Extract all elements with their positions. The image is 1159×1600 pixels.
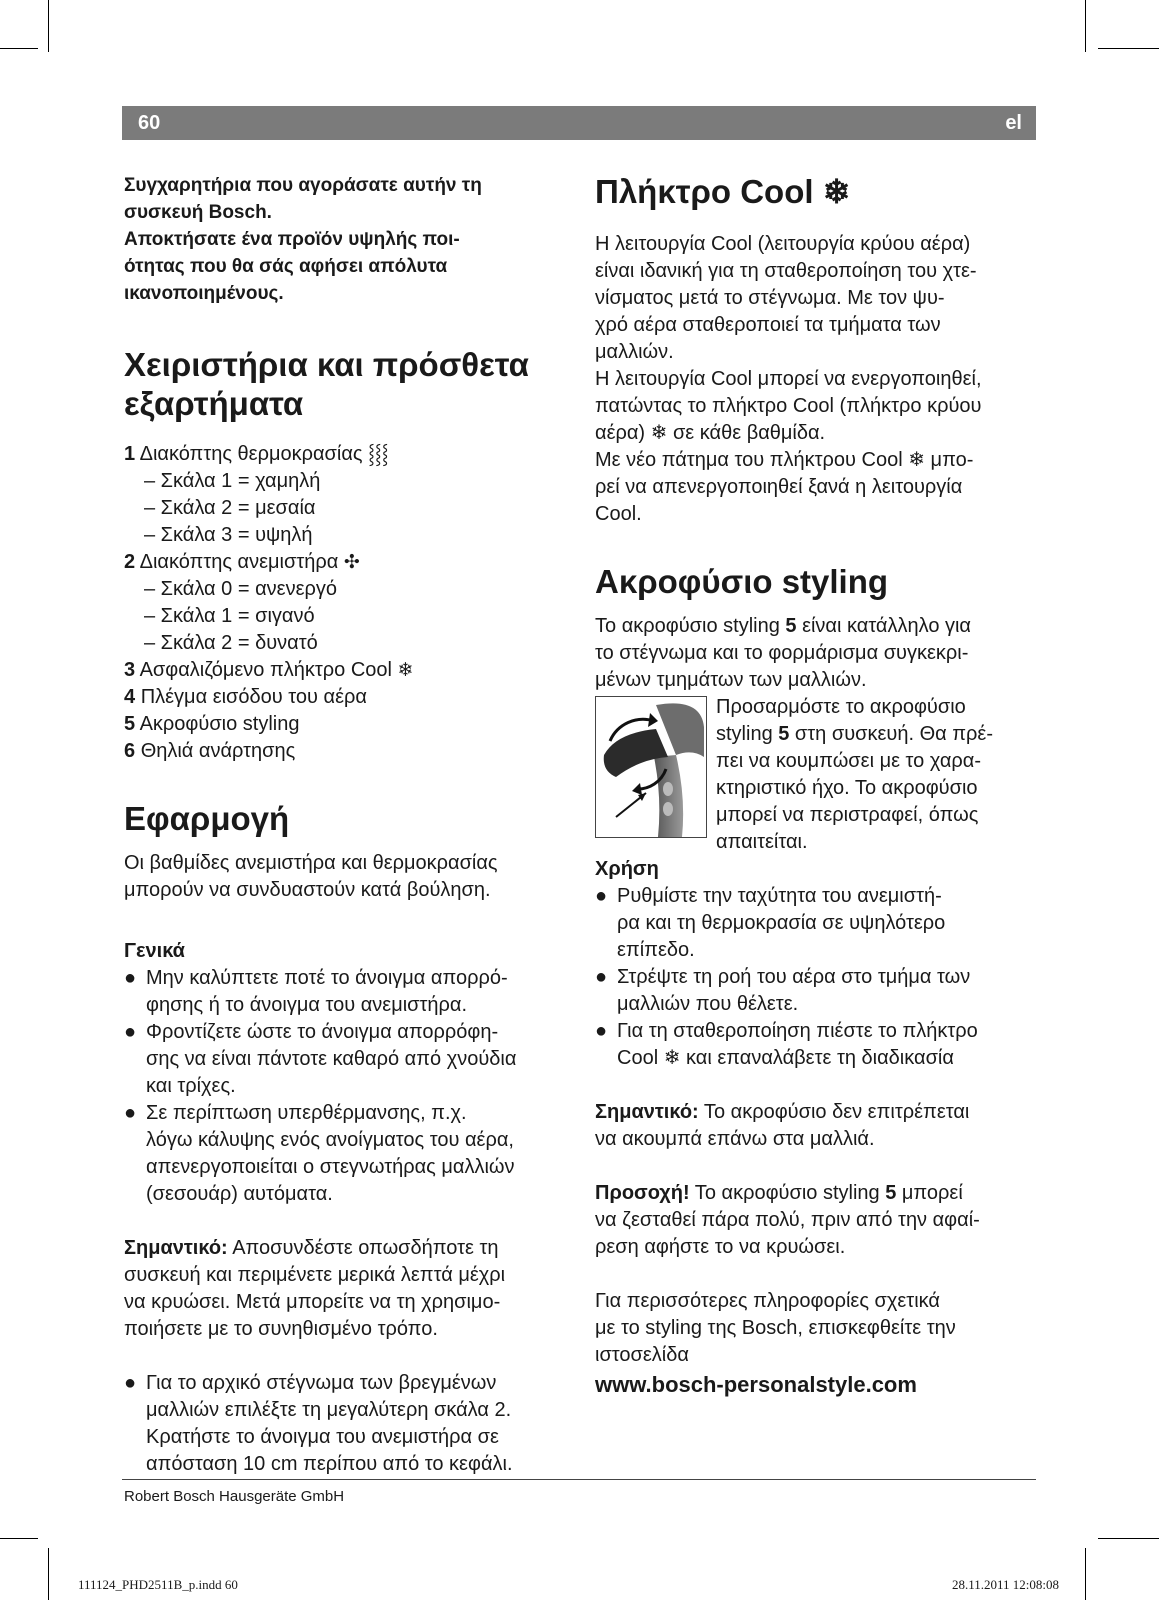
snowflake-icon: ❄ [397, 660, 414, 681]
list-item: – Σκάλα 0 = ανενεργό [144, 578, 337, 600]
parts-list [124, 441, 572, 765]
snowflake-icon: ❄ [822, 173, 851, 210]
use-heading: Χρήση [595, 858, 659, 880]
crop-mark [0, 1538, 38, 1539]
crop-mark [48, 0, 49, 52]
crop-mark [1098, 48, 1159, 49]
list-item: 3 Ασφαλιζόμενο πλήκτρο Cool ❄ [124, 659, 414, 681]
styling-intro: Το ακροφύσιο styling 5 είναι κατάλληλο για το στέγνωμα και το φορμάρισμα συγκεκρι- μένων τμημάτων των μαλλιών. [595, 615, 971, 691]
snowflake-icon: ❄ [663, 1047, 681, 1069]
nozzle-illustration [595, 696, 707, 838]
list-item: – Σκάλα 2 = δυνατό [144, 632, 318, 654]
crop-mark [48, 1548, 49, 1600]
fan-icon: ✣ [343, 552, 360, 573]
general-heading: Γενικά [124, 940, 185, 962]
left-column [124, 172, 572, 1478]
usage-text: Οι βαθμίδες ανεμιστήρα και θερμοκρασίας μπορούν να συνδυαστούν κατά βούληση. [124, 852, 498, 901]
list-item: – Σκάλα 3 = υψηλή [144, 524, 313, 546]
list-item: ● Για το αρχικό στέγνωμα των βρεγμένων μαλλιών επιλέξτε τη μεγαλύτερη σκάλα 2. Κρατήστε το άνοιγμα του ανεμιστήρα σε απόσταση 10 cm περίπου από το κεφάλι. [124, 1372, 513, 1475]
section-title-cool: Πλήκτρο Cool ❄ [595, 173, 851, 210]
list-item: ● Στρέψτε τη ροή του αέρα στο τμήμα των μαλλιών που θέλετε. [595, 966, 971, 1015]
list-item: 6 Θηλιά ανάρτησης [124, 740, 296, 762]
print-slug-left: 111124_PHD2511B_p.indd 60 [78, 1577, 238, 1592]
list-item: – Σκάλα 2 = μεσαία [144, 497, 316, 519]
section-title-controls: Χειριστήρια και πρόσθετα εξαρτήματα [124, 346, 529, 422]
snowflake-icon: ❄ [650, 422, 668, 444]
hairdryer-nozzle-icon [596, 697, 706, 837]
list-item: – Σκάλα 1 = σιγανό [144, 605, 315, 627]
more-info: Για περισσότερες πληροφορίες σχετικά με το styling της Bosch, επισκεφθείτε την ιστοσελίδα [595, 1290, 956, 1366]
important-note: Σημαντικό: Αποσυνδέστε οπωσδήποτε τη συσκευή και περιμένετε μερικά λεπτά μέχρι να κρυώσει. Μετά μπορείτε να τη χρησιμο- ποιήσετε με το συνηθισμένο τρόπο. [124, 1237, 506, 1340]
list-item: ● Μην καλύπτετε ποτέ το άνοιγμα απορρό- φησης ή το άνοιγμα του ανεμιστήρα. [124, 967, 508, 1016]
crop-mark [0, 48, 38, 49]
header-bar [122, 106, 1036, 140]
section-title-usage: Εφαρμογή [124, 800, 290, 837]
list-item: ● Ρυθμίστε την ταχύτητα του ανεμιστή- ρα και τη θερμοκρασία σε υψηλότερο επίπεδο. [595, 885, 946, 961]
footer-divider [122, 1479, 1036, 1480]
snowflake-icon: ❄ [908, 449, 925, 471]
list-item: 1 Διακόπτης θερμοκρασίας ⸾⸾⸾ [124, 443, 389, 465]
list-item: ● Φροντίζετε ώστε το άνοιγμα απορρόφη- σης να είναι πάντοτε καθαρό από χνούδια και τρίχες. [124, 1021, 517, 1097]
list-item: – Σκάλα 1 = χαμηλή [144, 470, 321, 492]
caution-note: Προσοχή! Το ακροφύσιο styling 5 μπορεί να ζεσταθεί πάρα πολύ, πριν από την αφαί- ρεση αφήστε το να κρυώσει. [595, 1182, 980, 1258]
website-link[interactable]: www.bosch-personalstyle.com [595, 1372, 917, 1397]
list-item: 2 Διακόπτης ανεμιστήρα ✣ [124, 551, 360, 573]
section-title-styling: Ακροφύσιο styling [595, 563, 889, 600]
print-slug-right: 28.11.2011 12:08:08 [952, 1577, 1060, 1592]
footer-company: Robert Bosch Hausgeräte GmbH [124, 1488, 345, 1505]
crop-mark [1098, 1538, 1159, 1539]
cool-text: Η λειτουργία Cool (λειτουργία κρύου αέρα) είναι ιδανική για τη σταθεροποίηση του χτε- νίσματος μετά το στέγνωμα. Με τον ψυ- χρό αέρα σταθεροποιεί τα τμήματα των μαλλιών. Η λειτουργία Cool μπορεί να ενεργοποιηθεί, πατώντας το πλήκτρο Cool (πλήκτρο κρύου αέρα) ❄ σε κάθε βαθμίδα. Με νέο πάτημα του πλήκτρου Cool ❄ μπο- ρεί να απενεργοποιηθεί ξανά η λειτουργία Cool. [595, 233, 982, 525]
page-number: 60 [138, 112, 161, 134]
list-item: ● Σε περίπτωση υπερθέρμανσης, π.χ. λόγω κάλυψης ενός ανοίγματος του αέρα, απενεργοποιείται ο στεγνωτήρας μαλλιών (σεσουάρ) αυτόματα. [124, 1102, 515, 1205]
heat-icon: ⸾⸾⸾ [368, 444, 389, 465]
right-column [595, 172, 1039, 1398]
crop-mark [1085, 0, 1086, 52]
list-item: 5 Ακροφύσιο styling [124, 713, 300, 735]
list-item: ● Για τη σταθεροποίηση πιέστε το πλήκτρο Cool ❄ και επαναλάβετε τη διαδικασία [595, 1020, 978, 1069]
nozzle-instructions: Προσαρμόστε το ακροφύσιο styling 5 στη συσκευή. Θα πρέ- πει να κουμπώσει με το χαρα- κτηριστικό ήχο. Το ακροφύσιο μπορεί να περιστραφεί, όπως απαιτείται. [716, 696, 993, 853]
nozzle-figure-block [595, 694, 1039, 856]
list-item: 4 Πλέγμα εισόδου του αέρα [124, 686, 367, 708]
language-code: el [1005, 112, 1022, 134]
intro-text: Συγχαρητήρια που αγοράσατε αυτήν τη συσκευή Bosch. Αποκτήσατε ένα προϊόν υψηλής ποι- ότητας που θα σάς αφήσει απόλυτα ικανοποιημένους. [124, 175, 482, 304]
crop-mark [1085, 1548, 1086, 1600]
important-note-right: Σημαντικό: Το ακροφύσιο δεν επιτρέπεται να ακουμπά επάνω στα μαλλιά. [595, 1101, 970, 1150]
